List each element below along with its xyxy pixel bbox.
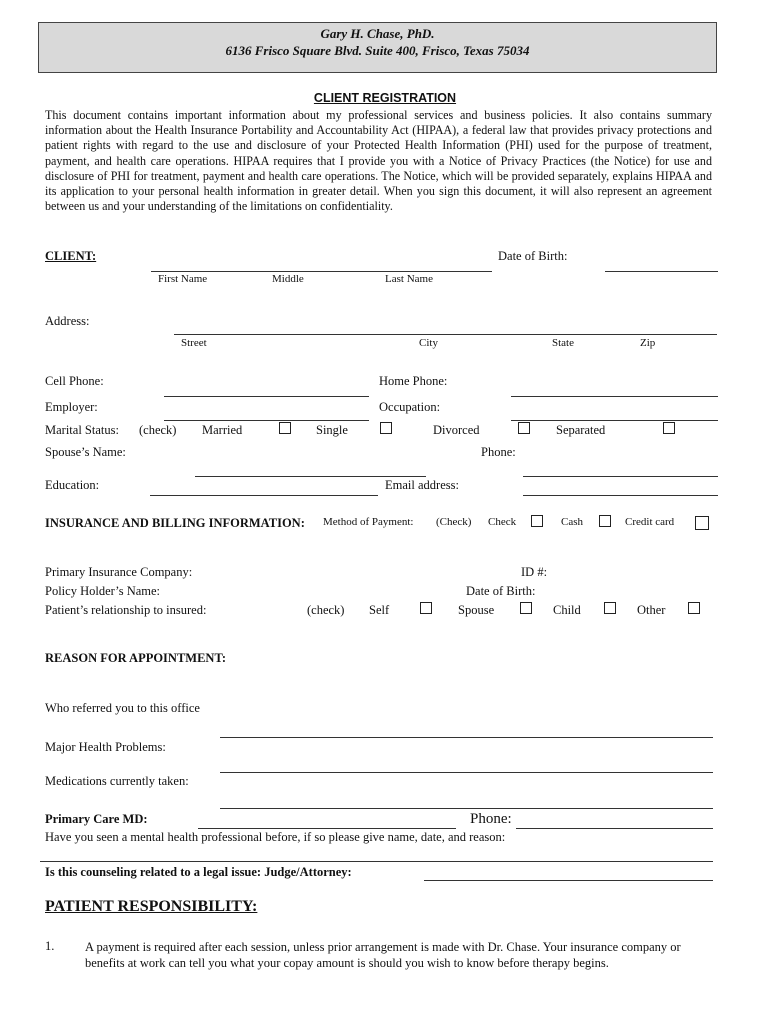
policy-holder-label: Policy Holder’s Name: <box>45 584 161 598</box>
legal-issue-input-line[interactable] <box>424 880 713 881</box>
medications-label: Medications currently taken: <box>45 774 189 788</box>
home-phone-input-line[interactable] <box>511 396 718 397</box>
other-label: Other <box>637 603 666 617</box>
payment-cash-checkbox[interactable] <box>599 515 611 527</box>
education-input-line[interactable] <box>150 495 378 496</box>
method-of-payment-label: Method of Payment: <box>323 516 414 528</box>
spouse-phone-label: Phone: <box>481 445 516 459</box>
letterhead <box>38 22 717 73</box>
provider-name: Gary H. Chase, PhD. <box>320 26 435 41</box>
home-phone-label: Home Phone: <box>379 374 448 388</box>
child-checkbox[interactable] <box>604 602 616 614</box>
divorced-checkbox[interactable] <box>518 422 530 434</box>
mental-health-question: Have you seen a mental health professional before, if so please give name, date, and reason: <box>45 830 506 844</box>
intro-paragraph: This document contains important information about my professional services and business policies. It also contains summary information about the Health Insurance Portability and Accountability Act (HIPAA), a federal law that provides privacy protections and patient rights with regard to the use and disclosure of your Protected Health Information (PHI) used for the purpose of treatment, payment, and health care operations. HIPAA requires that I provide you with a Notice of Privacy Practices (the Notice) for use and disclosure of PHI for treatment, payment and health care operations. The Notice, which will be provided separately, explains HIPAA and its application to your personal health information in greater detail. When you sign this document, it will also represent an agreement between us and your understanding of the limitations on confidentiality. <box>45 108 712 214</box>
primary-md-phone-input-line[interactable] <box>516 828 713 829</box>
address-label: Address: <box>45 314 90 328</box>
medications-input-line[interactable] <box>220 808 713 809</box>
payment-check-hint: (Check) <box>436 516 472 528</box>
payment-credit-checkbox[interactable] <box>695 516 709 530</box>
relationship-label: Patient’s relationship to insured: <box>45 603 207 617</box>
first-name-caption: First Name <box>158 273 208 285</box>
insurance-heading: INSURANCE AND BILLING INFORMATION: <box>45 516 305 530</box>
reason-heading: REASON FOR APPOINTMENT: <box>45 651 227 665</box>
referred-input-line[interactable] <box>220 737 713 738</box>
married-checkbox[interactable] <box>279 422 291 434</box>
cell-phone-label: Cell Phone: <box>45 374 104 388</box>
responsibility-item-number: 1. <box>45 939 55 953</box>
spouse-name-label: Spouse’s Name: <box>45 445 126 459</box>
employer-label: Employer: <box>45 400 98 414</box>
policy-holder-dob-label: Date of Birth: <box>466 584 536 598</box>
payment-check-checkbox[interactable] <box>531 515 543 527</box>
responsibility-heading: PATIENT RESPONSIBILITY: <box>45 898 258 915</box>
email-label: Email address: <box>385 478 459 492</box>
legal-issue-label: Is this counseling related to a legal issue: Judge/Attorney: <box>45 865 352 879</box>
responsibility-item-text: A payment is required after each session, unless prior arrangement is made with Dr. Chase. Your insurance company or benefits at work can tell you what your copay amount is should you wish to know before therapy begins. <box>85 940 681 970</box>
payment-cash-label: Cash <box>561 516 583 528</box>
marital-status-label: Marital Status: <box>45 423 119 437</box>
primary-md-input-line[interactable] <box>198 828 456 829</box>
referred-label: Who referred you to this office <box>45 701 200 715</box>
middle-caption: Middle <box>272 273 304 285</box>
email-input-line[interactable] <box>523 495 718 496</box>
name-input-line[interactable] <box>151 271 492 272</box>
relationship-check-hint: (check) <box>307 603 345 617</box>
dob-label: Date of Birth: <box>498 249 568 263</box>
primary-md-phone-label: Phone: <box>470 811 512 827</box>
marital-check-hint: (check) <box>139 423 177 437</box>
spouse-name-input-line[interactable] <box>195 476 426 477</box>
major-health-label: Major Health Problems: <box>45 740 166 754</box>
employer-input-line[interactable] <box>164 420 369 421</box>
spouse-checkbox[interactable] <box>520 602 532 614</box>
provider-address: 6136 Frisco Square Blvd. Suite 400, Frisco, Texas 75034 <box>225 43 530 58</box>
self-checkbox[interactable] <box>420 602 432 614</box>
child-label: Child <box>553 603 581 617</box>
other-checkbox[interactable] <box>688 602 700 614</box>
primary-md-label: Primary Care MD: <box>45 812 148 826</box>
education-label: Education: <box>45 478 100 492</box>
divorced-label: Divorced <box>433 423 480 437</box>
payment-credit-label: Credit card <box>625 516 675 528</box>
separated-label: Separated <box>556 423 606 437</box>
address-input-line[interactable] <box>174 334 717 335</box>
spouse-rel-label: Spouse <box>458 603 495 617</box>
last-name-caption: Last Name <box>385 273 433 285</box>
insurance-id-label: ID #: <box>521 565 548 579</box>
client-heading: CLIENT: <box>45 249 97 263</box>
mental-health-input-line[interactable] <box>40 861 713 862</box>
city-caption: City <box>419 337 438 349</box>
separated-checkbox[interactable] <box>663 422 675 434</box>
single-checkbox[interactable] <box>380 422 392 434</box>
street-caption: Street <box>181 337 207 349</box>
occupation-label: Occupation: <box>379 400 441 414</box>
major-health-input-line[interactable] <box>220 772 713 773</box>
cell-phone-input-line[interactable] <box>164 396 369 397</box>
page-title: CLIENT REGISTRATION <box>313 91 457 105</box>
payment-check-label: Check <box>488 516 517 528</box>
occupation-input-line[interactable] <box>511 420 718 421</box>
state-caption: State <box>552 337 574 349</box>
dob-input-line[interactable] <box>605 271 718 272</box>
single-label: Single <box>316 423 348 437</box>
primary-insurance-label: Primary Insurance Company: <box>45 565 193 579</box>
zip-caption: Zip <box>640 337 656 349</box>
spouse-phone-input-line[interactable] <box>523 476 718 477</box>
self-label: Self <box>369 603 390 617</box>
married-label: Married <box>202 423 243 437</box>
